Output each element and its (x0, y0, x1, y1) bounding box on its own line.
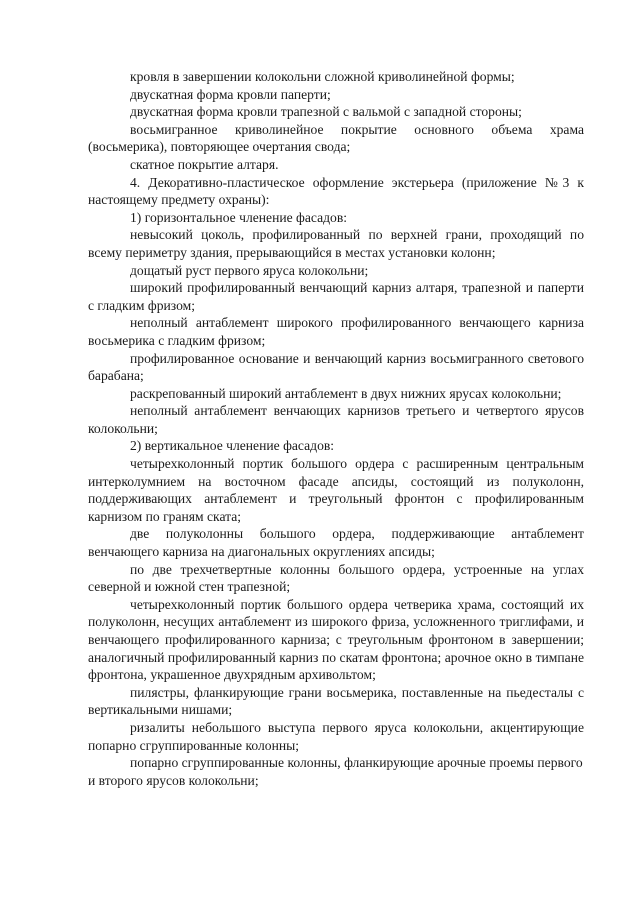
section-heading: 4. Декоративно-пластическое оформление экстерьера (приложение №3 к настоящему предмету охраны): (88, 174, 584, 208)
subsection-heading: 1) горизонтальное членение фасадов: (130, 209, 348, 225)
paragraph: неполный антаблемент венчающих карнизов третьего и четвертого ярусов колокольни; (88, 403, 584, 436)
document-page (88, 68, 584, 789)
paragraph: профилированное основание и венчающий карниз восьмигранного светового барабана; (88, 350, 584, 384)
paragraph: по две трехчетвертные колонны большого ордера, устроенные на углах северной и южной стен трапезной; (88, 561, 584, 595)
paragraph: четырехколонный портик большого ордера четверика храма, состоящий их полуколонн, несущих антаблемент из широкого фриза, усложненного триглифами, и венчающего профилированного карниза; с треугольным фронтоном в завершении; аналогичный профилированный карниз по скатам фронтона; арочное окно в тимпане фронтона, украшенное двухрядным архивольтом; (88, 596, 584, 683)
paragraph: ризалиты небольшого выступа первого яруса колокольни, акцентирующие попарно сгруппированные колонны; (88, 719, 584, 753)
paragraph: двускатная форма кровли паперти; (130, 86, 331, 102)
paragraph: широкий профилированный венчающий карниз алтаря, трапезной и паперти с гладким фризом; (88, 280, 584, 313)
subsection-heading: 2) вертикальное членение фасадов: (130, 438, 335, 454)
paragraph: две полуколонны большого ордера, поддерживающие антаблемент венчающего карниза на диагональных округлениях апсиды; (88, 526, 584, 560)
paragraph: дощатый руст первого яруса колокольни; (130, 262, 369, 278)
paragraph: невысокий цоколь, профилированный по верхней грани, проходящий по всему периметру здания, прерывающийся в местах установки колонн; (88, 227, 584, 260)
paragraph: скатное покрытие алтаря. (130, 156, 279, 172)
paragraph: попарно сгруппированные колонны, фланкирующие арочные проемы первого и второго ярусов колокольни; (88, 755, 583, 788)
paragraph: четырехколонный портик большого ордера с расширенным центральным интерколумнием на восточном фасаде апсиды, состоящий из полуколонн, поддерживающих антаблемент и треугольный фронтон с профилированным карнизом по граням ската; (88, 456, 584, 524)
paragraph: пилястры, фланкирующие грани восьмерика, поставленные на пьедесталы с вертикальными нишами; (88, 684, 584, 718)
paragraph: неполный антаблемент широкого профилированного венчающего карниза восьмерика с гладким фризом; (88, 315, 584, 348)
paragraph: восьмигранное криволинейное покрытие основного объема храма (восьмерика), повторяющее очертания свода; (88, 121, 584, 155)
paragraph: кровля в завершении колокольни сложной криволинейной формы; (130, 69, 515, 84)
paragraph: раскрепованный широкий антаблемент в двух нижних ярусах колокольни; (130, 385, 562, 401)
paragraph: двускатная форма кровли трапезной с вальмой с западной стороны; (130, 104, 522, 120)
